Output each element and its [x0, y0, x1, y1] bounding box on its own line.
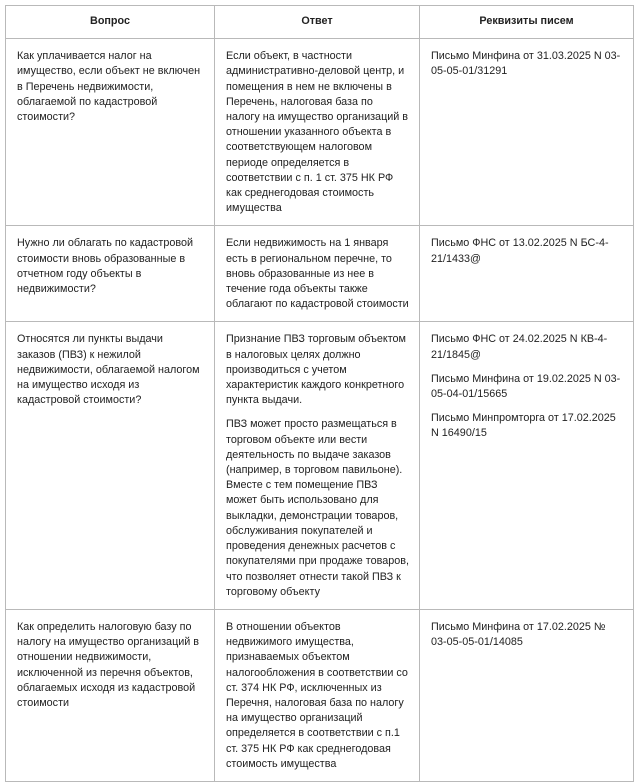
letter-reference: Письмо ФНС от 13.02.2025 N БС-4-21/1433@ — [431, 237, 609, 265]
references-cell — [420, 322, 634, 609]
answer-paragraph: В отношении объектов недвижимого имущества, признаваемых объектом налогообложения в соответствии со ст. 374 НК РФ, исключенных из Перечня, налоговая база по налогу на имущество организаций определяется в соответствии с п.1 ст. 375 НК РФ как среднегодовая стоимость имущества — [226, 620, 408, 770]
table-row — [6, 322, 634, 609]
answer-cell — [215, 226, 420, 322]
answer-paragraph: Если недвижимость на 1 января есть в региональном перечне, то вновь образованные из нее в течение года объекты также облагают по кадастровой стоимости — [226, 237, 409, 311]
question-cell: Относятся ли пункты выдачи заказов (ПВЗ) к нежилой недвижимости, облагаемой налогом на имущество исходя из кадастровой стоимости? — [6, 322, 215, 609]
answer-paragraph: Если объект, в частности административно-деловой центр, и помещения в нем не включены в Перечень, налоговая база по налогу на имущество организаций в отношении указанного объекта в соответствующем налоговом периоде определяется в соответствии с п. 1 ст. 375 НК РФ как среднегодовая стоимость имущества — [226, 50, 409, 215]
answer-cell — [215, 609, 420, 781]
letter-reference: Письмо ФНС от 24.02.2025 N КВ-4-21/1845@ — [431, 333, 608, 361]
answer-cell — [215, 322, 420, 609]
table-row — [6, 226, 634, 322]
column-header-references: Реквизиты писем — [420, 6, 634, 39]
answer-paragraph: ПВЗ может просто размещаться в торговом объекте или вести деятельность по выдаче заказов (например, в торговом павильоне). Вместе с тем помещение ПВЗ может быть использовано для выкладки, демонстрации товаров, обслуживания покупателей и проведения денежных расчетов с покупателями при продаже товаров, что позволяет отнести такой ПВЗ к торговому объекту — [226, 418, 410, 598]
table-header-row — [6, 6, 634, 39]
question-cell: Как уплачивается налог на имущество, если объект не включен в Перечень недвижимости, облагаемой по кадастровой стоимости? — [6, 39, 215, 226]
letter-reference: Письмо Минфина от 19.02.2025 N 03-05-04-01/15665 — [431, 372, 621, 401]
letter-reference: Письмо Минпромторга от 17.02.2025 N 16490/15 — [431, 412, 616, 440]
question-cell: Нужно ли облагать по кадастровой стоимости вновь образованные в отчетном году объекты в недвижимости? — [6, 226, 215, 322]
references-cell — [420, 39, 634, 226]
letter-reference: Письмо Минфина от 31.03.2025 N 03-05-05-01/31291 — [431, 50, 621, 78]
letter-reference: Письмо Минфина от 17.02.2025 № 03-05-05-01/14085 — [431, 620, 606, 649]
references-cell — [420, 609, 634, 781]
table-row — [6, 609, 634, 781]
references-cell — [420, 226, 634, 322]
column-header-question: Вопрос — [6, 6, 215, 39]
tax-letters-table — [5, 5, 634, 782]
table-row — [6, 39, 634, 226]
answer-paragraph: Признание ПВЗ торговым объектом в налоговых целях должно производиться с учетом характеристик каждого конкретного пункта выдачи. — [226, 333, 406, 407]
question-cell: Как определить налоговую базу по налогу на имущество организаций в отношении недвижимости, исключенной из перечня объектов, облагаемых исходя из кадастровой стоимости — [6, 609, 215, 781]
answer-cell — [215, 39, 420, 226]
column-header-answer: Ответ — [215, 6, 420, 39]
